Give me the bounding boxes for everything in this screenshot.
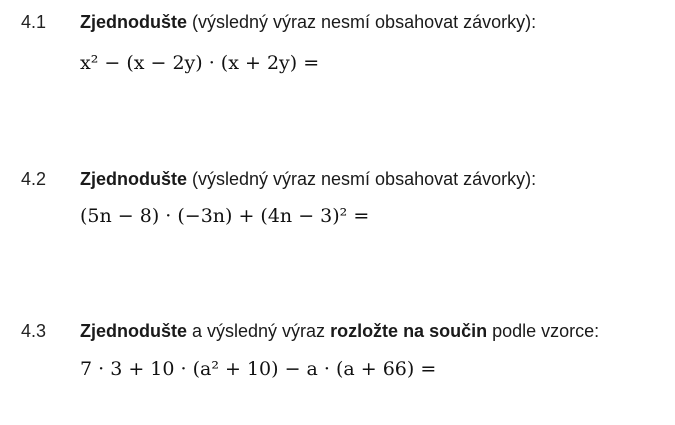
prompt-bold: Zjednodušte: [80, 321, 187, 341]
prompt-mid: a výsledný výraz: [187, 321, 331, 341]
task-number: 4.3: [21, 321, 47, 341]
prompt-bold: Zjednodušte: [80, 12, 187, 32]
prompt-bold-2: rozložte na součin: [330, 321, 488, 341]
math-expression: 7 · 3 + 10 · (a² + 10) − a · (a + 66) =: [80, 358, 437, 380]
math-expression: x² − (x − 2y) · (x + 2y) =: [80, 52, 320, 74]
task-prompt: [80, 12, 536, 33]
prompt-rest: (výsledný výraz nesmí obsahovat závorky):: [187, 169, 537, 189]
prompt-rest: (výsledný výraz nesmí obsahovat závorky):: [187, 12, 537, 32]
task-prompt: [80, 321, 599, 342]
prompt-rest: podle vzorce:: [487, 321, 600, 341]
prompt-bold: Zjednodušte: [80, 169, 187, 189]
task-number: 4.2: [21, 169, 47, 189]
task-number: 4.1: [21, 12, 47, 32]
task-prompt: [80, 169, 536, 190]
math-expression: (5n − 8) · (−3n) + (4n − 3)² =: [80, 205, 370, 227]
